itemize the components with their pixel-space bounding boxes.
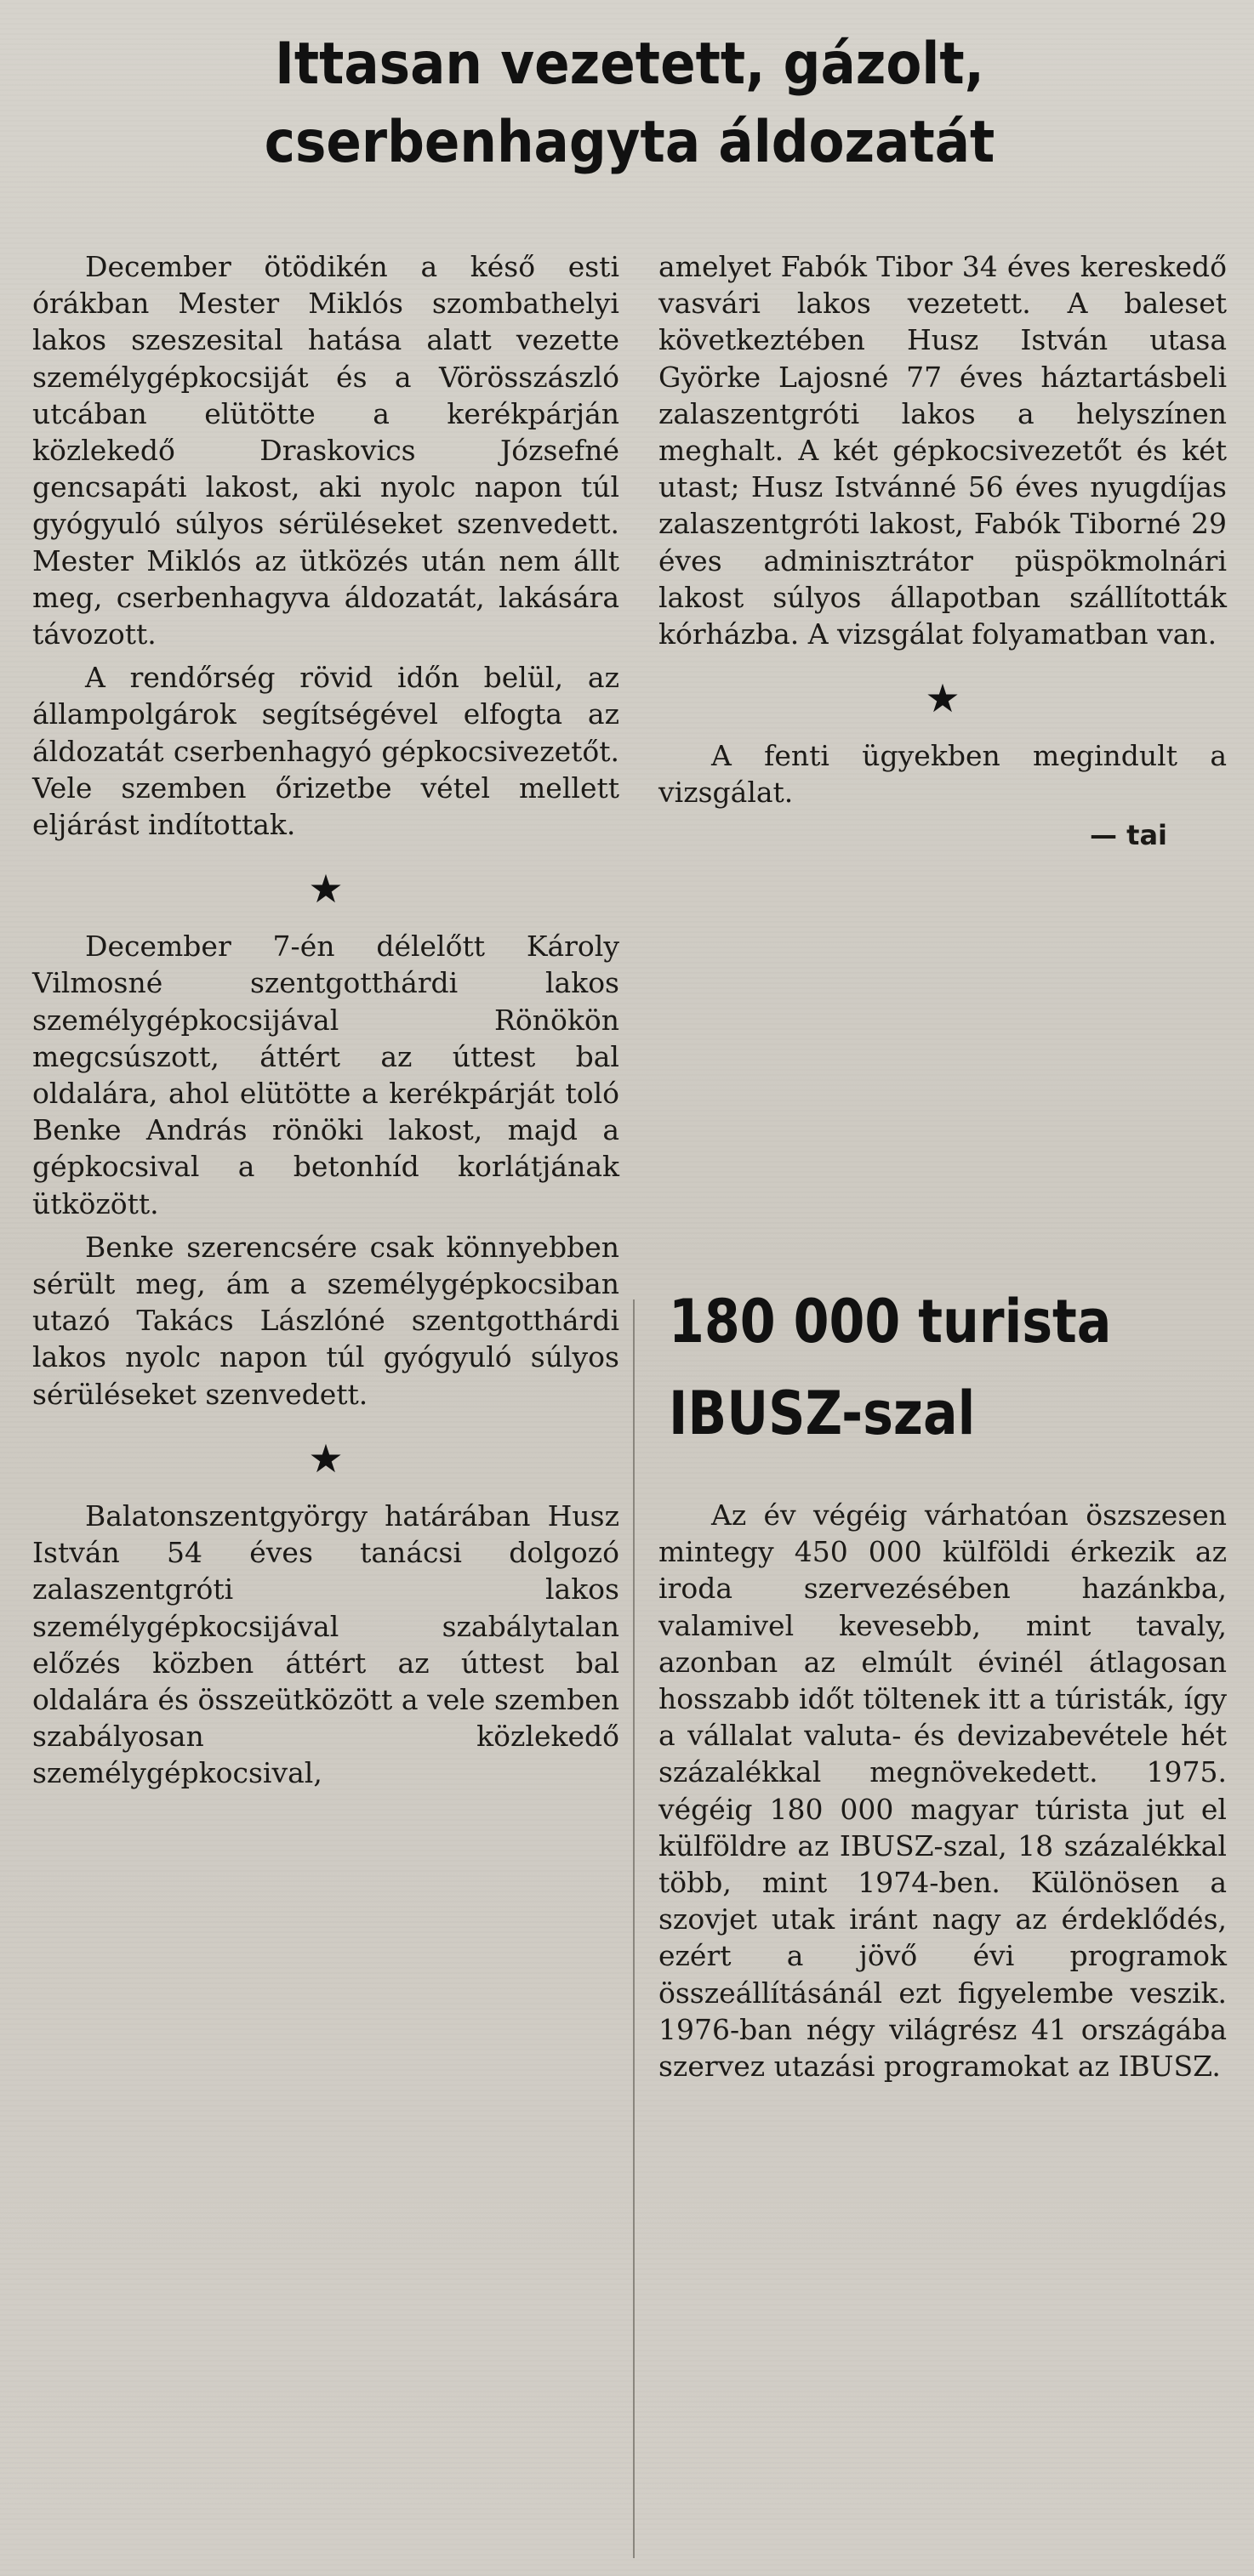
right-column-bottom xyxy=(658,1497,1227,2084)
star-separator: ★ xyxy=(308,1435,344,1481)
paragraph: A rendőrség rövid időn belül, az állampolgárok segítségével elfogta az áldozatát cserbenhagyó gépkocsivezetőt. Vele szemben őrizetbe vétel mellett eljárást indítottak. xyxy=(32,661,619,842)
star-separator: ★ xyxy=(308,866,344,913)
headline-line-2: IBUSZ-szal xyxy=(669,1379,976,1448)
paragraph: December ötödikén a késő esti órákban Mester Miklós szombathelyi lakos szeszesital hatása alatt vezette személygépkocsiját és a Vörösszászló utcában elütötte a kerékpárján közlekedő Draskovics Józsefné gencsapáti lakost, aki nyolc napon túl gyógyuló súlyos sérüléseket szenvedett. Mester Miklós az ütközés után nem állt meg, cserbenhagyva áldozatát, lakására távozott. xyxy=(32,250,619,651)
star-separator: ★ xyxy=(925,675,960,722)
paragraph: Benke szerencsére csak könnyebben sérült meg, ám a személygépkocsiban utazó Takács Lászlóné szentgotthárdi lakos nyolc napon túl gyógyuló súlyos sérüléseket szenvedett. xyxy=(32,1230,619,1411)
paragraph: Az év végéig várhatóan öszszesen mintegy 450 000 külföldi érkezik az iroda szervezésében hazánkba, valamivel kevesebb, mint tavaly, azonban az elmúlt évinél átlagosan hosszabb időt töltenek itt a túristák, így a vállalat valuta- és devizabevétele hét százalékkal megnövekedett. 1975. végéig 180 000 magyar túrista jut el külföldre az IBUSZ-szal, 18 százalékkal több, mint 1974-ben. Különösen a szovjet utak iránt nagy az érdeklődés, ezért a jövő évi programok összeállításánál ezt figyelembe veszik. 1976-ban négy világrész 41 országába szervez utazási programokat az IBUSZ. xyxy=(658,1498,1227,2084)
second-article-headline xyxy=(669,1276,1152,1459)
right-column-top xyxy=(658,248,1227,859)
left-column xyxy=(32,248,619,1792)
article-headline xyxy=(155,26,1104,182)
headline-line-1: Ittasan vezetett, gázolt, xyxy=(275,31,984,98)
paragraph: December 7-én délelőtt Károly Vilmosné szentgotthárdi lakos személygépkocsijával Rönökön megcsúszott, áttért az úttest bal oldalára, ahol elütötte a kerékpárját toló Benke András rönöki lakost, majd a gépkocsival a betonhíd korlátjának ütközött. xyxy=(32,930,619,1220)
author-signature: — tai xyxy=(1090,818,1167,851)
headline-line-2: cserbenhagyta áldozatát xyxy=(264,109,995,176)
paragraph: Balatonszentgyörgy határában Husz István 54 éves tanácsi dolgozó zalaszentgróti lakos személygépkocsijával szabálytalan előzés közben áttért az úttest bal oldalára és összeütközött a vele szemben szabályosan közlekedő személygépkocsival, xyxy=(32,1498,619,1790)
paragraph: A fenti ügyekben megindult a vizsgálat. xyxy=(658,739,1227,810)
paragraph: amelyet Fabók Tibor 34 éves kereskedő vasvári lakos vezetett. A baleset következtében Husz István utasa Györke Lajosné 77 éves háztartásbeli zalaszentgróti lakos a helyszínen meghalt. A két gépkocsivezetőt és két utast; Husz Istvánné 56 éves nyugdíjas zalaszentgróti lakost, Fabók Tiborné 29 éves adminisztrátor püspökmolnári lakost súlyos állapotban szállították kórházba. A vizsgálat folyamatban van. xyxy=(658,250,1227,651)
column-divider xyxy=(633,1299,635,2558)
headline-line-1: 180 000 turista xyxy=(669,1287,1112,1356)
